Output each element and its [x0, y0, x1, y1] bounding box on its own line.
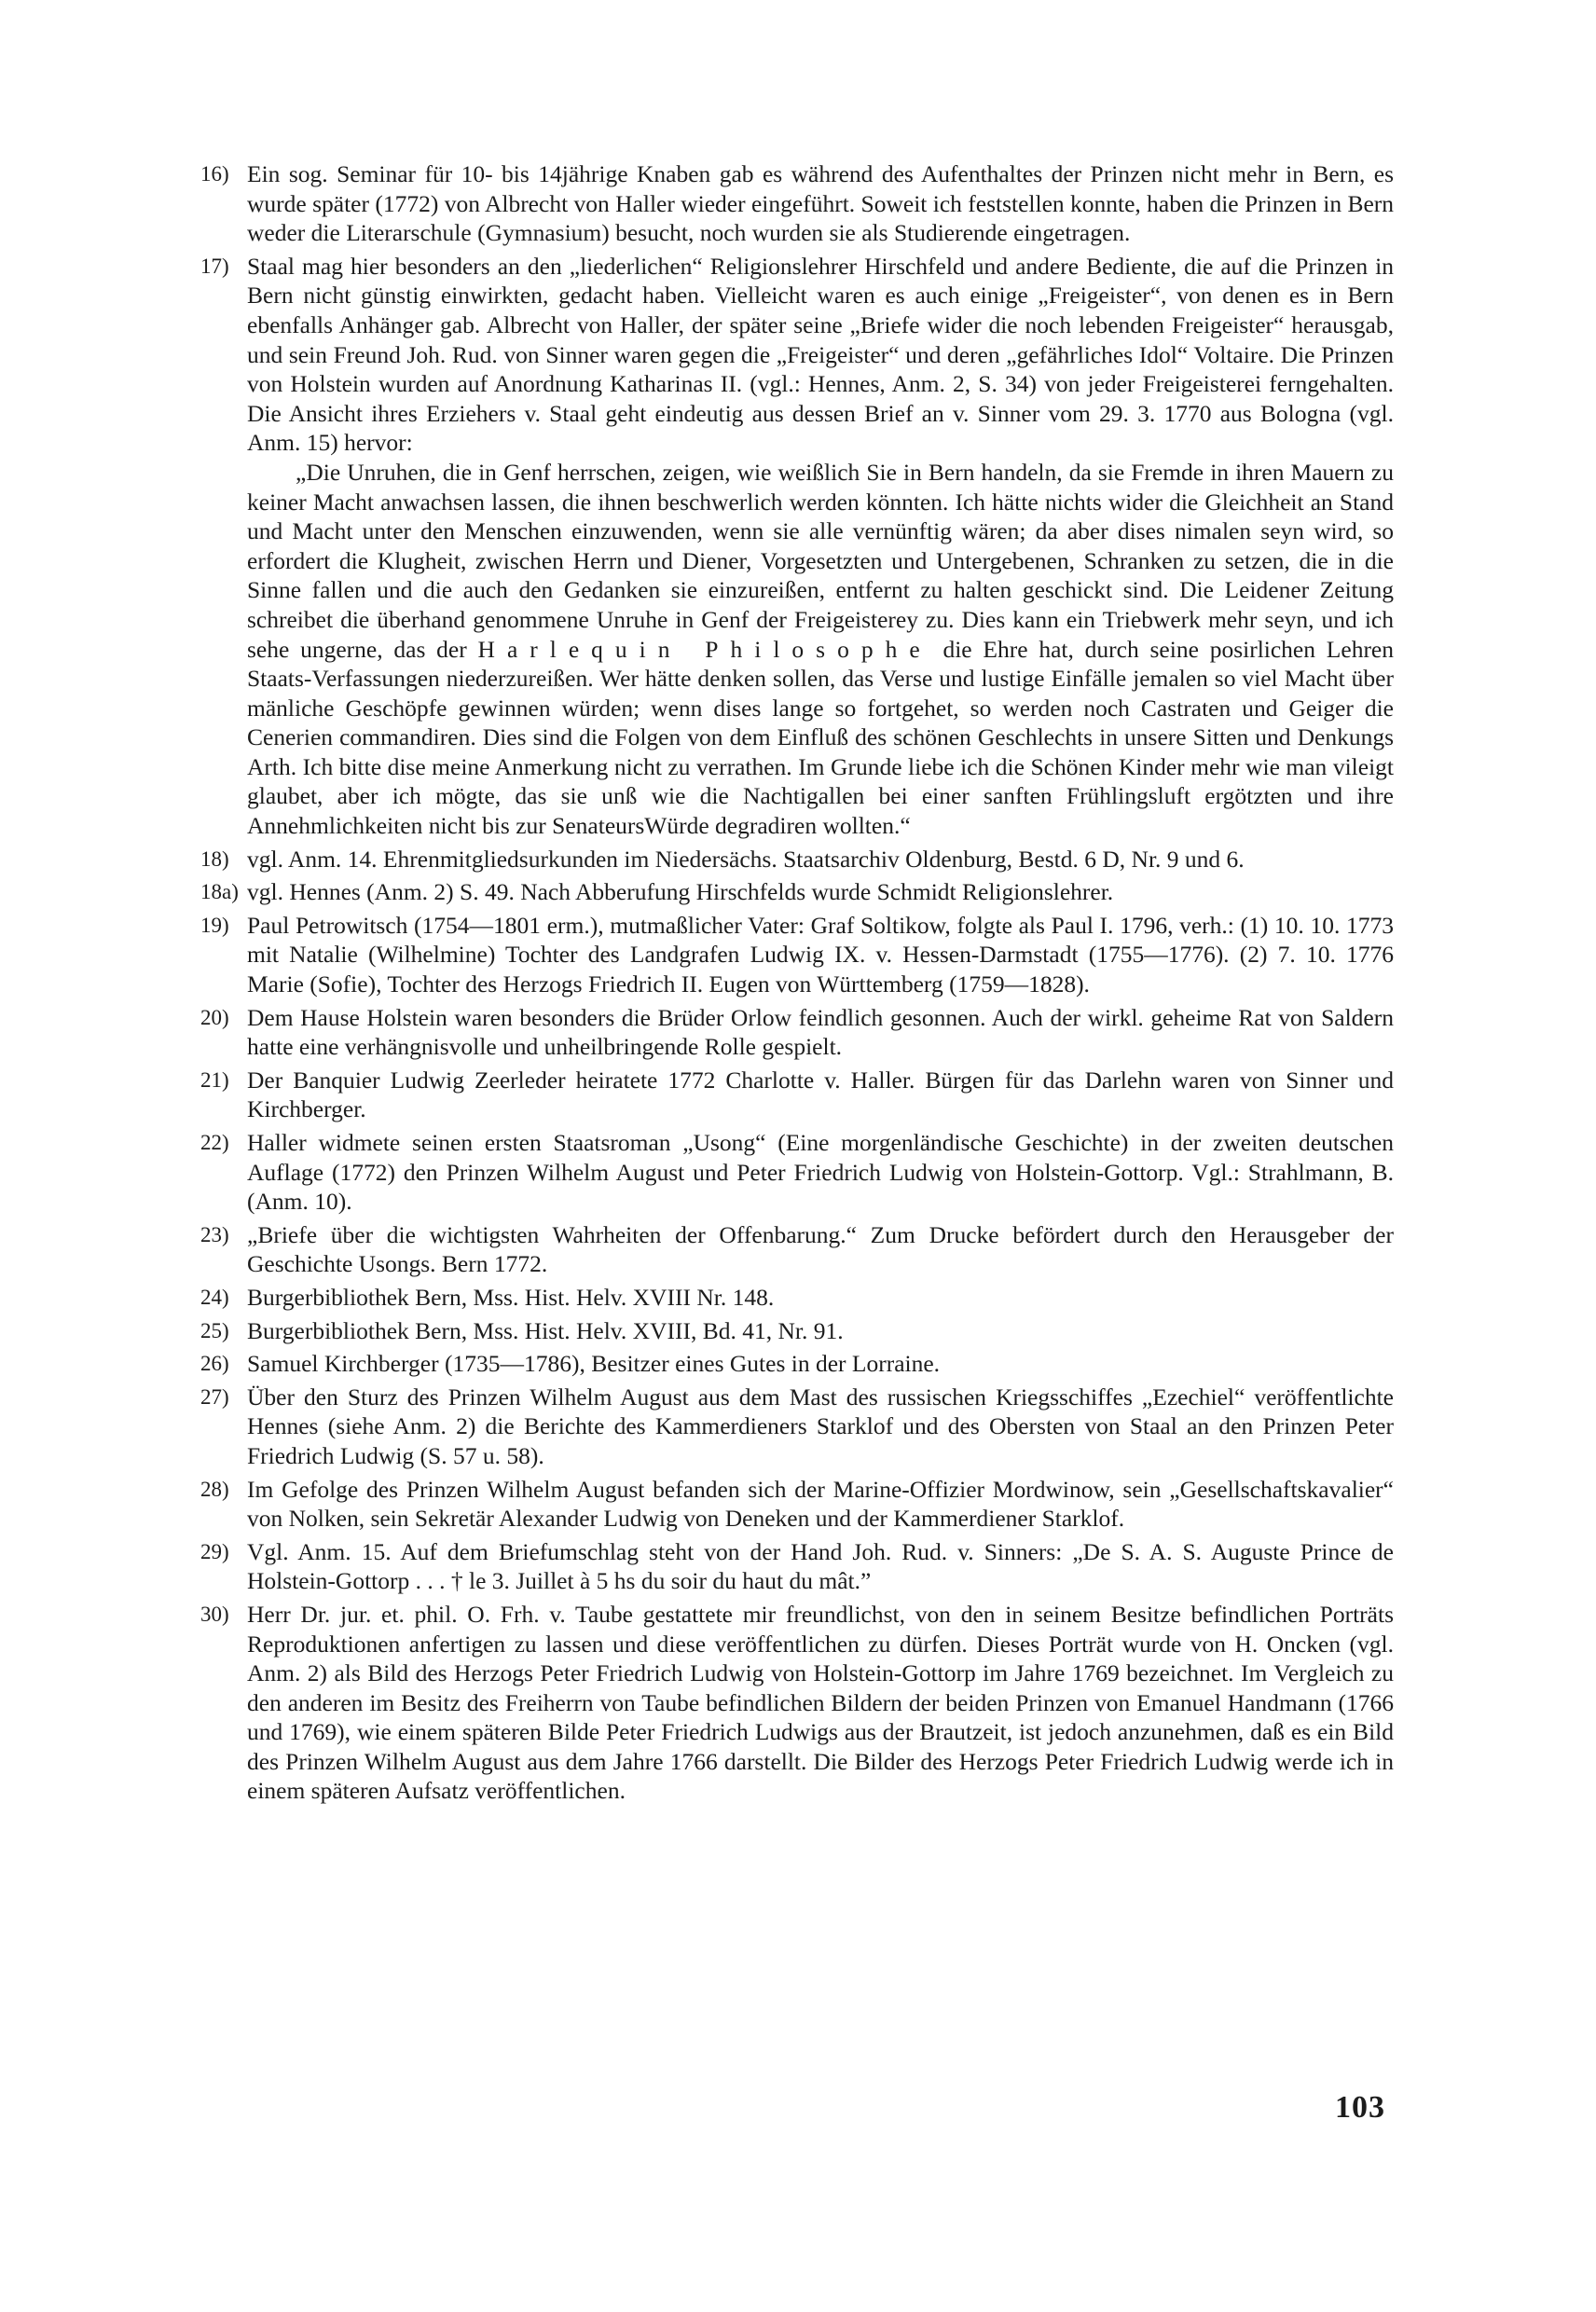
footnote-text: Staal mag hier besonders an den „liederlichen“ Religionslehrer Hirschfeld und andere Bediente, die auf die Prinzen in Bern nicht günstig einwirkten, gedacht haben. Vielleicht waren es auch einige „Freigeister“, von denen es in Bern ebenfalls Anhänger gab. Albrecht von Haller, der später seine „Briefe wider die noch lebenden Freigeister“ herausgab, und sein Freund Joh. Rud. von Sinner waren gegen die „Freigeister“ und deren „gefährliches Idol“ Voltaire. Die Prinzen von Holstein wurden auf Anordnung Katharinas II. (vgl.: Hennes, Anm. 2, S. 34) von jeder Freigeisterei ferngehalten. Die Ansicht ihres Erziehers v. Staal geht eindeutig aus dessen Brief an v. Sinner vom 29. 3. 1770 aus Bologna (vgl. Anm. 15) hervor: — [247, 252, 1394, 457]
footnote-27 — [200, 1383, 1394, 1471]
footnote-16 — [200, 159, 1394, 248]
footnote-26 — [200, 1349, 1394, 1379]
footnote-quote — [247, 458, 1394, 841]
footnote-text: Samuel Kirchberger (1735—1786), Besitzer eines Gutes in der Lorraine. — [247, 1350, 941, 1378]
footnote-number: 19) — [200, 913, 229, 937]
footnote-number: 28) — [200, 1477, 229, 1501]
footnote-17 — [200, 252, 1394, 841]
footnote-24 — [200, 1283, 1394, 1313]
footnote-number: 23) — [200, 1222, 229, 1246]
footnote-text: Vgl. Anm. 15. Auf dem Briefumschlag steht von der Hand Joh. Rud. v. Sinners: „De S. A. S. Auguste Prince de Holstein-Gottorp . . . † le 3. Juillet à 5 hs du soir du haut du mât.” — [247, 1537, 1394, 1595]
footnote-number: 29) — [200, 1539, 229, 1563]
footnote-text: Burgerbibliothek Bern, Mss. Hist. Helv. XVIII Nr. 148. — [247, 1283, 775, 1311]
footnote-21 — [200, 1066, 1394, 1124]
quote-spaced-words: Harlequin Philosophe — [477, 635, 932, 663]
footnote-text: Herr Dr. jur. et. phil. O. Frh. v. Taube gestattete mir freundlichst, von den in seinem Besitze befindlichen Porträts Reproduktionen anfertigen zu lassen und diese veröffentlichen zu dürfen. Dieses Porträt wurde von H. Oncken (vgl. Anm. 2) als Bild des Herzogs Peter Friedrich Ludwig von Holstein-Gottorp im Jahre 1769 bezeichnet. Im Vergleich zu den anderen im Besitz des Freiherrn von Taube befindlichen Bildern der beiden Prinzen von Emanuel Handmann (1766 und 1769), wie einem späteren Bilde Peter Friedrich Ludwigs aus der Brautzeit, ist jedoch anzunehmen, daß es ein Bild des Prinzen Wilhelm August aus dem Jahre 1766 darstellt. Die Bilder des Herzogs Peter Friedrich Ludwig werde ich in einem späteren Aufsatz veröffentlichen. — [247, 1600, 1394, 1805]
footnote-23 — [200, 1220, 1394, 1279]
footnote-number: 27) — [200, 1384, 229, 1409]
footnote-number: 16) — [200, 162, 229, 186]
footnote-30 — [200, 1600, 1394, 1806]
page-number: 103 — [1335, 2090, 1385, 2125]
footnote-number: 18) — [200, 846, 229, 871]
footnote-text: Der Banquier Ludwig Zeerleder heiratete 1772 Charlotte v. Haller. Bürgen für das Darlehn waren von Sinner und Kirchberger. — [247, 1066, 1394, 1123]
footnote-text: Burgerbibliothek Bern, Mss. Hist. Helv. XVIII, Bd. 41, Nr. 91. — [247, 1316, 844, 1344]
footnote-text: Haller widmete seinen ersten Staatsroman „Usong“ (Eine morgenländische Geschichte) in der zweiten deutschen Auflage (1772) den Prinzen Wilhelm August und Peter Friedrich Ludwig von Holstein-Gottorp. Vgl.: Strahlmann, B. (Anm. 10). — [247, 1129, 1394, 1216]
footnote-number: 18a) — [200, 880, 239, 904]
footnote-number: 21) — [200, 1067, 229, 1092]
footnote-18 — [200, 845, 1394, 874]
footnote-number: 26) — [200, 1352, 229, 1376]
footnote-25 — [200, 1316, 1394, 1346]
footnote-text: „Briefe über die wichtigsten Wahrheiten der Offenbarung.“ Zum Drucke befördert durch den Herausgeber der Geschichte Usongs. Bern 1772. — [247, 1220, 1394, 1278]
footnote-text: Im Gefolge des Prinzen Wilhelm August befanden sich der Marine-Offizier Mordwinow, sein „Gesellschaftskavalier“ von Nolken, sein Sekretär Alexander Ludwig von Deneken und der Kammerdiener Starklof. — [247, 1475, 1394, 1533]
footnote-22 — [200, 1128, 1394, 1217]
footnote-text: Ein sog. Seminar für 10- bis 14jährige Knaben gab es während des Aufenthaltes der Prinzen nicht mehr in Bern, es wurde später (1772) von Albrecht von Haller wieder eingeführt. Soweit ich feststellen konnte, haben die Prinzen in Bern weder die Literarschule (Gymnasium) besucht, noch wurden sie als Studierende eingetragen. — [247, 160, 1395, 247]
footnote-29 — [200, 1537, 1394, 1596]
footnote-text: vgl. Anm. 14. Ehrenmitgliedsurkunden im Niedersächs. Staatsarchiv Oldenburg, Bestd. 6 D, Nr. 9 und 6. — [247, 845, 1245, 873]
footnotes-list — [200, 159, 1394, 1810]
footnote-20 — [200, 1003, 1394, 1062]
footnote-28 — [200, 1475, 1394, 1534]
footnote-number: 17) — [200, 254, 229, 278]
footnote-number: 20) — [200, 1005, 229, 1029]
footnote-text: Paul Petrowitsch (1754—1801 erm.), mutmaßlicher Vater: Graf Soltikow, folgte als Paul I. 1796, verh.: (1) 10. 10. 1773 mit Natalie (Wilhelmine) Tochter des Landgrafen Ludwig IX. v. Hessen-Darmstadt (1755—1776). (2) 7. 10. 1776 Marie (Sofie), Tochter des Herzogs Friedrich II. Eugen von Württemberg (1759—1828). — [247, 911, 1394, 998]
footnote-text: Über den Sturz des Prinzen Wilhelm August aus dem Mast des russischen Kriegsschiffes „Ezechiel“ veröffentlichte Hennes (siehe Anm. 2) die Berichte des Kammerdieners Starklof und des Obersten von Staal an den Prinzen Peter Friedrich Ludwig (S. 57 u. 58). — [247, 1383, 1394, 1469]
footnote-number: 24) — [200, 1285, 229, 1309]
footnote-number: 22) — [200, 1131, 229, 1154]
footnote-19 — [200, 911, 1394, 999]
footnote-number: 30) — [200, 1602, 229, 1626]
quote-part-a: „Die Unruhen, die in Genf herrschen, zeigen, wie weißlich Sie in Bern handeln, da sie Fremde in ihren Mauern zu keiner Macht anwachsen lassen, die ihnen beschwerlich werden könnten. Ich hätte nichts wider die Gleichheit an Stand und Macht unter den Menschen einzuwenden, wenn sie alle vernünftig wären; da aber dises nimalen seyn wird, so erfordert die Klugheit, zwischen Herrn und Diener, Vorgesetzten und Untergebenen, Schranken zu setzen, die in die Sinne fallen und die auch den Gedanken sie einzureißen, entfernt zu halten geschickt sind. Die Leidener Zeitung schreibet die überhand genommene Unruhe in Genf der Freigeisterey zu. Dies kann ein Triebwerk mehr seyn, und ich sehe ungerne, das der — [247, 458, 1394, 663]
footnote-number: 25) — [200, 1318, 229, 1342]
quote-part-b: die Ehre hat, durch seine posirlichen Lehren Staats-Verfassungen niederzureißen. Wer hätte denken sollen, das Verse und lustige Einfälle jemalen so viel Macht über mänliche Geschöpfe gewinnen würden; wenn dises lange so fortgehet, so werden noch Castraten und Geiger die Cenerien commandiren. Dies sind die Folgen von dem Einfluß des schönen Geschlechts in unsere Sitten und Denkungs Arth. Ich bitte dise meine Anmerkung nicht zu verrathen. Im Grunde liebe ich die Schönen Kinder mehr wie man vileigt glaubet, aber ich mögte, das sie unß wie die Nachtigallen bei einer sanften Frühlingsluft ergötzten und ihre Annehmlichkeiten nicht bis zur SenateursWürde degradiren wollten.“ — [247, 635, 1395, 840]
footnote-text: vgl. Hennes (Anm. 2) S. 49. Nach Abberufung Hirschfelds wurde Schmidt Religionslehrer. — [247, 878, 1114, 906]
footnote-text: Dem Hause Holstein waren besonders die Brüder Orlow feindlich gesonnen. Auch der wirkl. geheime Rat von Saldern hatte eine verhängnisvolle und unheilbringende Rolle gespielt. — [247, 1003, 1394, 1061]
footnote-18a — [200, 877, 1394, 907]
